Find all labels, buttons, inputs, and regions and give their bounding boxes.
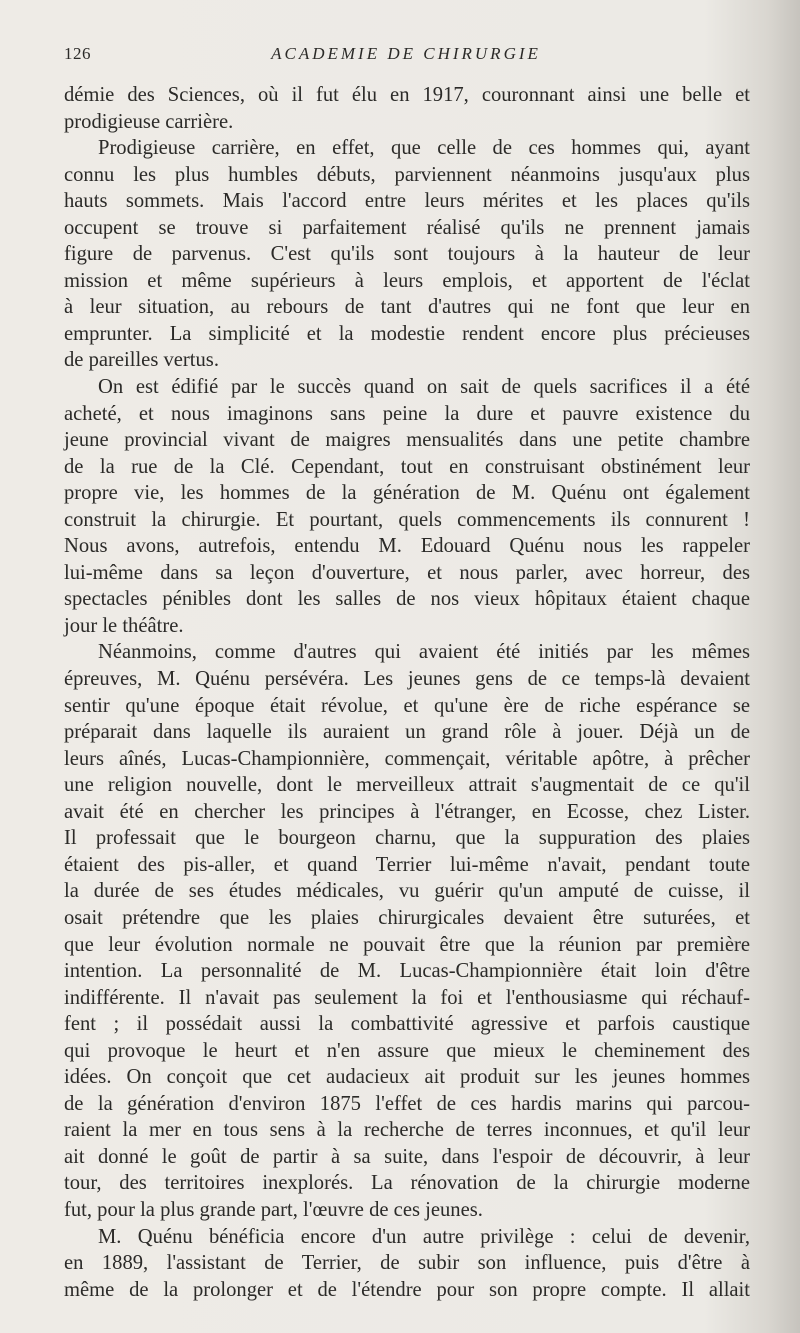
page-header <box>64 44 748 74</box>
text-line: connu les plus humbles débuts, parviennent néanmoins jusqu'aux plus <box>64 163 750 186</box>
text-line: spectacles pénibles dont les salles de nos vieux hôpitaux étaient chaque <box>64 588 750 611</box>
text-line: leurs aînés, Lucas-Championnière, commençait, véritable apôtre, à prêcher <box>64 747 750 770</box>
text-line: idées. On conçoit que cet audacieux ait produit sur les jeunes hommes <box>64 1066 750 1089</box>
text-line: osait prétendre que les plaies chirurgicales devaient être suturées, et <box>64 906 750 929</box>
text-line: lui-même dans sa leçon d'ouverture, et nous parler, avec horreur, des <box>64 561 750 584</box>
text-line: de pareilles vertus. <box>64 349 219 372</box>
text-line: Nous avons, autrefois, entendu M. Edouard Quénu nous les rappeler <box>64 535 750 558</box>
text-line: étaient des pis-aller, et quand Terrier lui-même n'avait, pendant toute <box>64 853 750 876</box>
page-number: 126 <box>64 44 91 63</box>
text-line: une religion nouvelle, dont le merveilleux attrait s'augmentait de ce qu'il <box>64 774 750 797</box>
text-line: que leur évolution normale ne pouvait être que la réunion par première <box>64 933 750 956</box>
text-line: jour le théâtre. <box>64 614 184 637</box>
text-line: à leur situation, au rebours de tant d'autres qui ne font que leur en <box>64 296 750 319</box>
text-line: démie des Sciences, où il fut élu en 1917, couronnant ainsi une belle et <box>64 84 750 106</box>
paragraph-start-line: On est édifié par le succès quand on sait de quels sacrifices il a été <box>98 376 750 399</box>
text-line: avait été en chercher les principes à l'étranger, en Ecosse, chez Lister. <box>64 800 750 823</box>
text-line: de la génération d'environ 1875 l'effet de ces hardis marins qui parcou- <box>64 1092 750 1115</box>
text-line: épreuves, M. Quénu persévéra. Les jeunes gens de ce temps-là devaient <box>64 668 750 691</box>
text-line: qui provoque le heurt et n'en assure que mieux le cheminement des <box>64 1039 750 1062</box>
text-line: jeune provincial vivant de maigres mensualités dans une petite chambre <box>64 429 750 452</box>
text-line: intention. La personnalité de M. Lucas-Championnière était loin d'être <box>64 960 750 983</box>
text-line: acheté, et nous imaginons sans peine la dure et pauvre existence du <box>64 402 750 425</box>
running-head: ACADEMIE DE CHIRURGIE <box>271 44 541 63</box>
text-line: propre vie, les hommes de la génération de M. Quénu ont également <box>64 482 750 505</box>
text-line: Il professait que le bourgeon charnu, que la suppuration des plaies <box>64 827 750 850</box>
text-line: indifférente. Il n'avait pas seulement la foi et l'enthousiasme qui réchauf- <box>64 986 750 1009</box>
text-line: construit la chirurgie. Et pourtant, quels commencements ils connurent ! <box>64 508 750 531</box>
text-line: hauts sommets. Mais l'accord entre leurs mérites et les places qu'ils <box>64 190 750 213</box>
text-line: préparait dans laquelle ils auraient un grand rôle à jouer. Déjà un de <box>64 721 750 744</box>
text-line: figure de parvenus. C'est qu'ils sont toujours à la hauteur de leur <box>64 243 750 266</box>
paragraph-start-line: M. Quénu bénéficia encore d'un autre privilège : celui de devenir, <box>98 1225 750 1248</box>
text-line: fent ; il possédait aussi la combattivité agressive et parfois caustique <box>64 1013 750 1036</box>
paragraph-start-line: Néanmoins, comme d'autres qui avaient été initiés par les mêmes <box>98 641 750 664</box>
text-line: mission et même supérieurs à leurs emplois, et apportent de l'éclat <box>64 269 750 292</box>
text-line: ait donné le goût de partir à sa suite, dans l'espoir de découvrir, à leur <box>64 1145 750 1168</box>
text-line: emprunter. La simplicité et la modestie rendent encore plus précieuses <box>64 322 750 345</box>
text-line: la durée de ses études médicales, vu guérir qu'un amputé de cuisse, il <box>64 880 750 903</box>
text-line: sentir qu'une époque était révolue, et qu'une ère de riche espérance se <box>64 694 750 717</box>
text-line: occupent se trouve si parfaitement réalisé qu'ils ne prennent jamais <box>64 216 750 239</box>
text-line: prodigieuse carrière. <box>64 110 234 133</box>
body-text <box>64 82 750 1303</box>
text-line: raient la mer en tous sens à la recherche de terres inconnues, et qu'il leur <box>64 1119 750 1142</box>
text-line: fut, pour la plus grande part, l'œuvre de ces jeunes. <box>64 1198 483 1221</box>
text-line: même de la prolonger et de l'étendre pour son propre compte. Il allait <box>64 1278 750 1301</box>
paragraph-start-line: Prodigieuse carrière, en effet, que celle de ces hommes qui, ayant <box>98 137 750 160</box>
text-line: en 1889, l'assistant de Terrier, de subir son influence, puis d'être à <box>64 1252 750 1275</box>
text-line: tour, des territoires inexplorés. La rénovation de la chirurgie moderne <box>64 1172 750 1195</box>
text-line: de la rue de la Clé. Cependant, tout en construisant obstinément leur <box>64 455 750 478</box>
